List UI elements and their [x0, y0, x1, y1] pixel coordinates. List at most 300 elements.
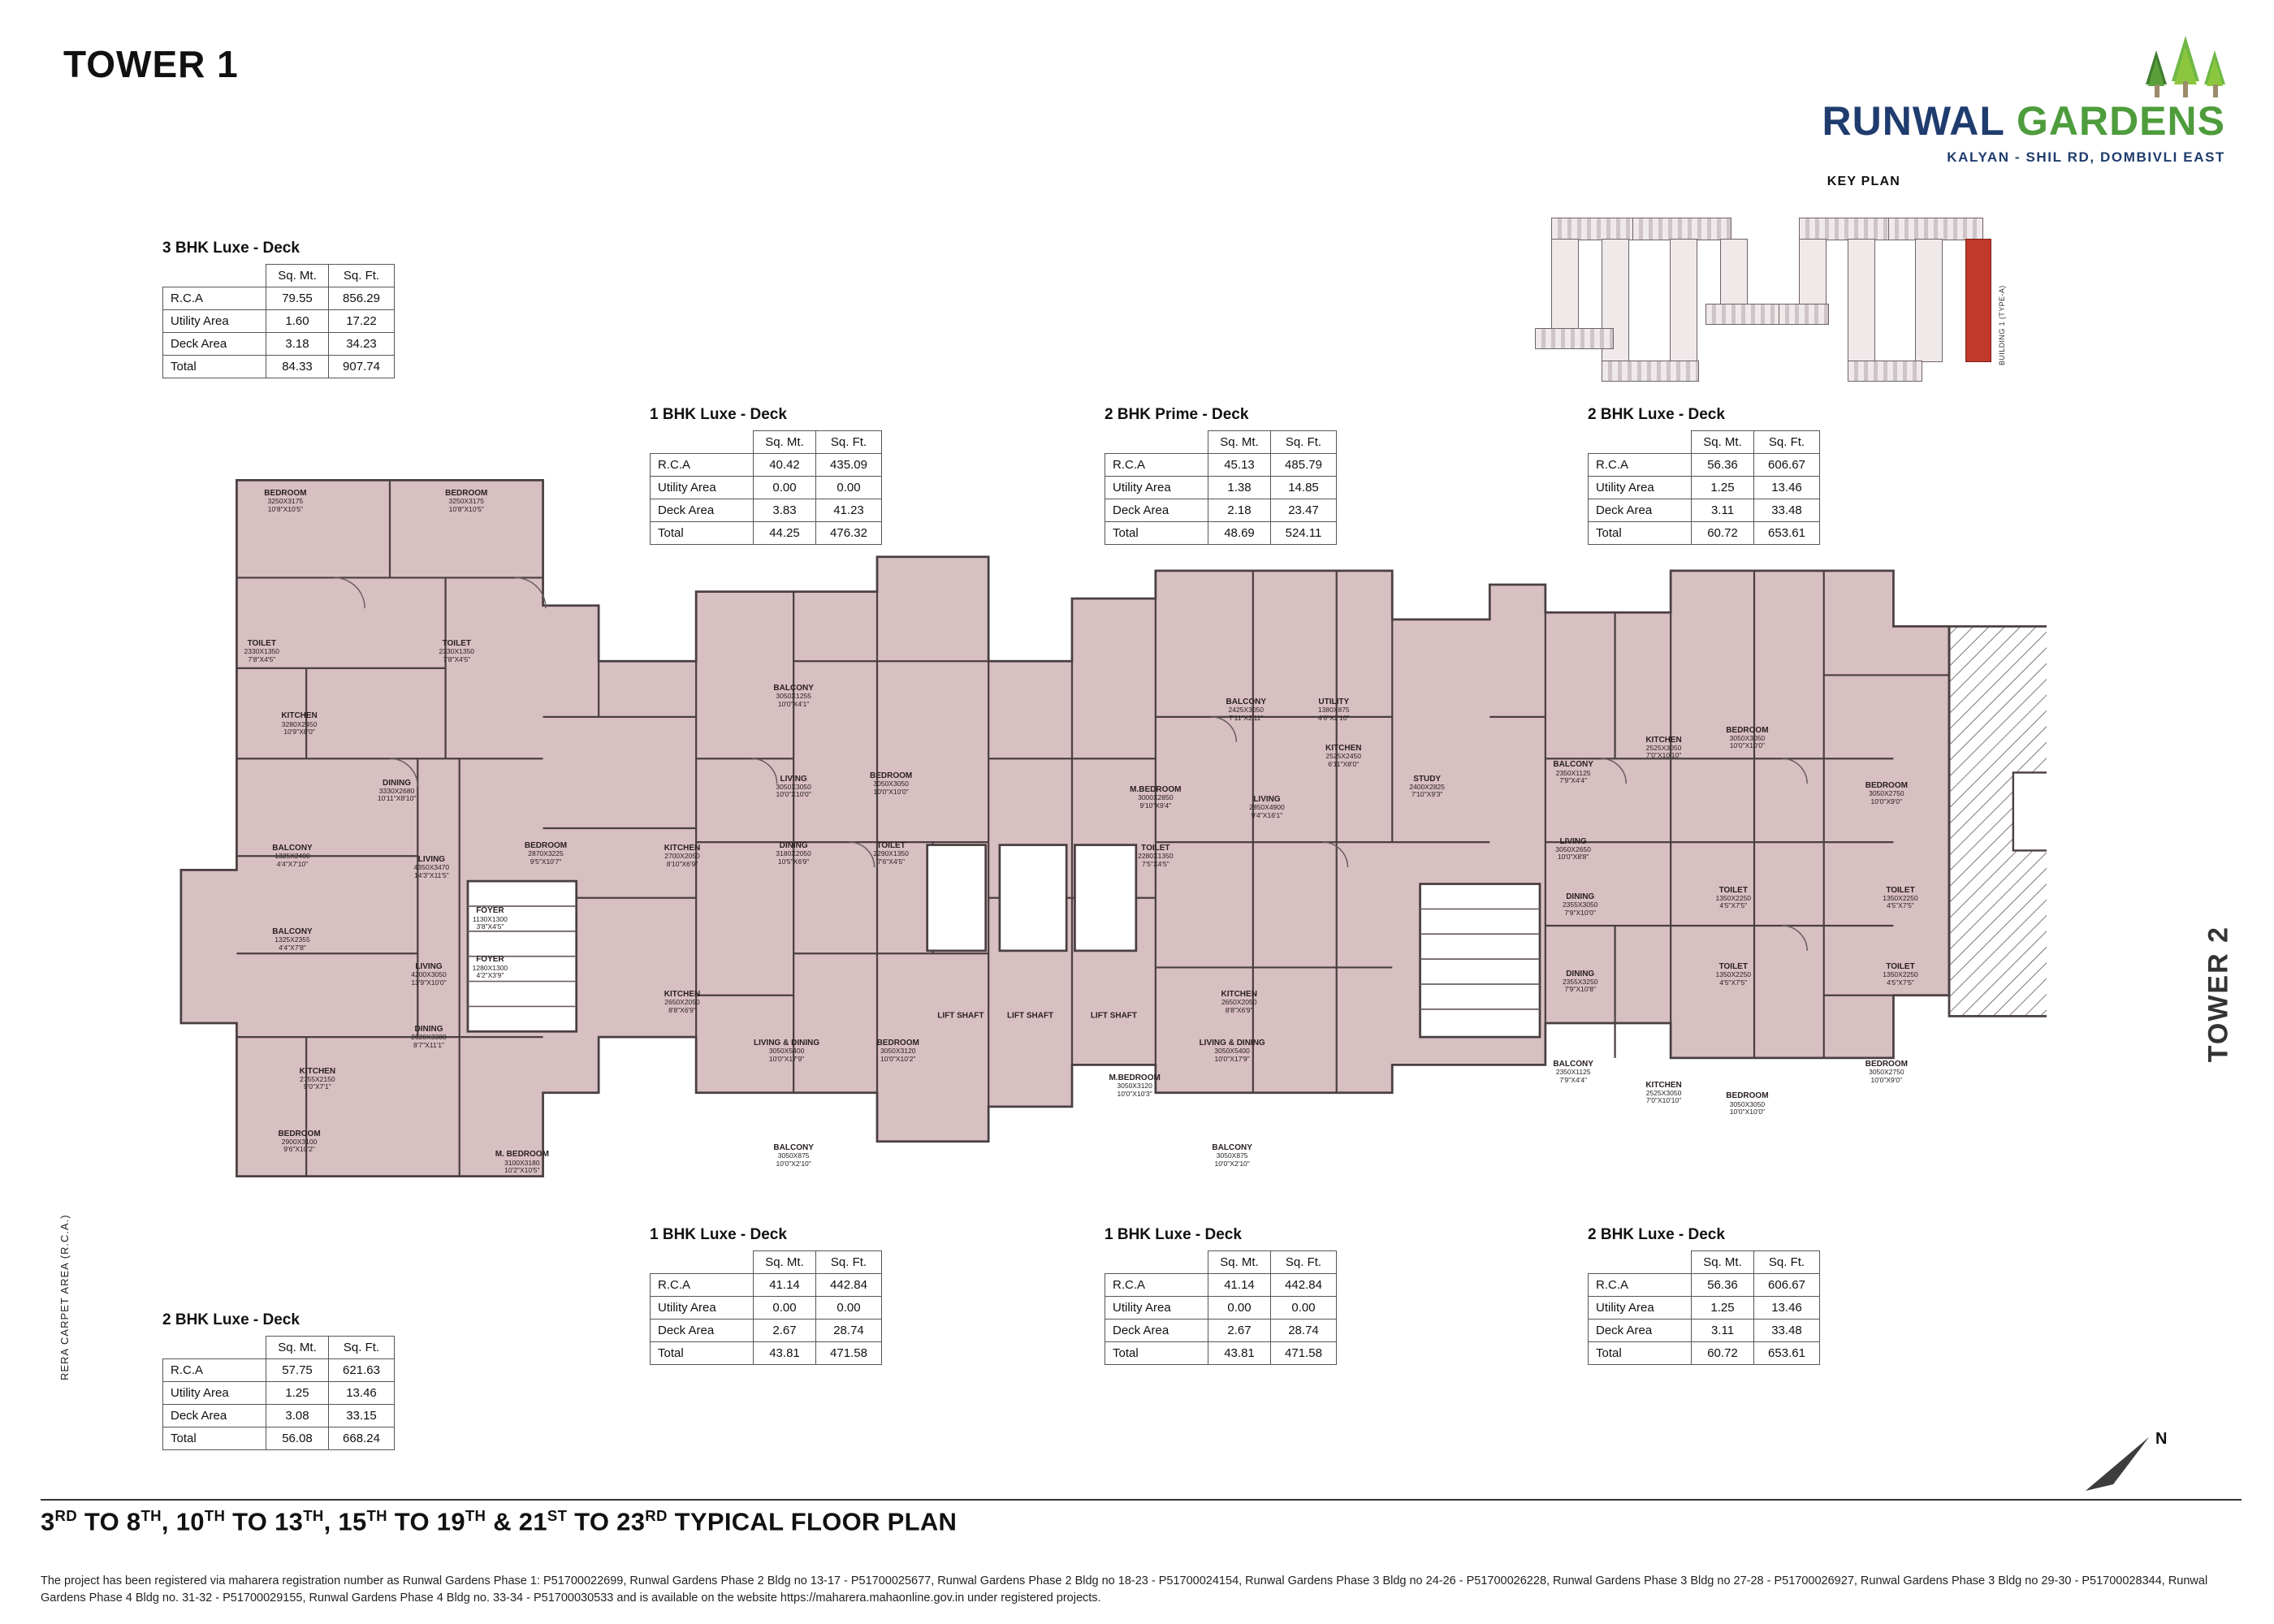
- room-name: DINING: [1566, 892, 1595, 902]
- col-sqmt: Sq. Mt.: [754, 1251, 816, 1274]
- row-label: Total: [651, 1342, 754, 1365]
- room-dimension-mm: 2755X2150: [300, 1074, 335, 1083]
- row-label: Total: [1589, 522, 1692, 545]
- row-sqft: 28.74: [1271, 1320, 1337, 1342]
- room-dimension-ft: 9'5"X10'7": [530, 857, 562, 866]
- room-dimension-ft: 7'8"X4'5": [248, 654, 276, 663]
- brand-subtitle: KALYAN - SHIL RD, DOMBIVLI EAST: [1947, 149, 2225, 165]
- table-row: [163, 1405, 395, 1427]
- room-name: LIFT SHAFT: [1090, 1011, 1138, 1021]
- row-label: Utility Area: [163, 1382, 266, 1405]
- room-dimension-ft: 9'0"X7'1": [303, 1082, 331, 1091]
- room-name: BEDROOM: [278, 1129, 321, 1138]
- row-sqft: 33.48: [1754, 1320, 1820, 1342]
- keyplan-building-label: BUILDING 1 (TYPE-A): [1998, 285, 2006, 365]
- col-sqmt: Sq. Mt.: [1692, 431, 1754, 454]
- row-label: Total: [651, 522, 754, 545]
- row-label: Utility Area: [1589, 477, 1692, 499]
- table-row: [1589, 1274, 1820, 1297]
- spec-3bhk-luxe-deck-top-left: [162, 240, 395, 378]
- row-label: Utility Area: [1105, 1297, 1208, 1320]
- room-dimension-mm: 3180X2050: [776, 849, 811, 857]
- row-label: Total: [163, 1427, 266, 1450]
- room-dimension-ft: 10'0"X10'0": [1729, 1108, 1766, 1116]
- room-dimension-ft: 8'7"X11'1": [413, 1040, 444, 1049]
- tree-icon-right: [2204, 50, 2225, 97]
- room-dimension-ft: 10'0"X17'9": [1214, 1054, 1250, 1063]
- col-sqmt: Sq. Mt.: [1692, 1251, 1754, 1274]
- row-sqft: 34.23: [329, 333, 395, 356]
- room-dimension-mm: 2650X2050: [1221, 998, 1257, 1007]
- room-name: BEDROOM: [870, 771, 913, 781]
- room-dimension-mm: 4350X3470: [413, 863, 450, 872]
- room-dimension-mm: 2425X3050: [1228, 706, 1265, 715]
- row-sqmt: 44.25: [754, 522, 816, 545]
- table-row: [651, 1297, 882, 1320]
- room-name: BEDROOM: [1865, 1059, 1908, 1069]
- spec-title: 2 BHK Luxe - Deck: [1588, 1226, 1725, 1243]
- brand-name-runwal: RUNWAL: [1822, 98, 2005, 144]
- row-label: Deck Area: [1589, 1320, 1692, 1342]
- row-sqmt: 79.55: [266, 287, 329, 310]
- spec-title: 1 BHK Luxe - Deck: [1105, 1226, 1242, 1243]
- room-dimension-mm: 1380X875: [1317, 706, 1350, 715]
- row-sqmt: 48.69: [1208, 522, 1271, 545]
- row-sqmt: 1.38: [1208, 477, 1271, 499]
- room-dimension-mm: 3050X3050: [1729, 733, 1766, 742]
- room-dimension-mm: 1350X2250: [1883, 970, 1918, 979]
- room-dimension-mm: 2330X1350: [439, 647, 475, 656]
- table-row: [1105, 1274, 1337, 1297]
- spec-table: [1588, 1250, 1820, 1365]
- room-dimension-mm: 1350X2250: [1715, 970, 1752, 979]
- table-row: [651, 1320, 882, 1342]
- room-dimension-mm: 2650X2050: [664, 998, 700, 1007]
- spec-title: 2 BHK Prime - Deck: [1105, 406, 1249, 423]
- room-dimension-mm: 2350X1125: [1555, 768, 1591, 777]
- brand-logo: [1592, 24, 2225, 166]
- logo-trees: [1592, 24, 2225, 97]
- row-label: R.C.A: [651, 454, 754, 477]
- room-name: BALCONY: [1212, 1142, 1252, 1152]
- room-name: LIFT SHAFT: [937, 1011, 984, 1021]
- room-name: LIVING: [415, 961, 443, 971]
- row-sqft: 13.46: [329, 1382, 395, 1405]
- row-sqft: 41.23: [816, 499, 882, 522]
- room-name: LIVING & DINING: [1199, 1039, 1265, 1048]
- row-label: Deck Area: [651, 499, 754, 522]
- row-sqft: 668.24: [329, 1427, 395, 1450]
- row-sqmt: 43.81: [1208, 1342, 1271, 1365]
- table-row: [1589, 1297, 1820, 1320]
- room-name: TOILET: [876, 840, 906, 850]
- room-dimension-ft: 4'5"X7'5": [1719, 978, 1748, 987]
- room-dimension-ft: 4'5"X7'5": [1887, 901, 1914, 910]
- room-name: KITCHEN: [281, 711, 318, 721]
- row-sqmt: 40.42: [754, 454, 816, 477]
- room-dimension-mm: 3050X3050: [1729, 1099, 1766, 1108]
- room-dimension-ft: 7'9"X4'4": [1559, 1075, 1588, 1084]
- room-dimension-mm: 1350X2250: [1883, 893, 1918, 902]
- room-dimension-ft: 8'8"X6'9": [668, 1005, 696, 1014]
- table-row: [163, 1427, 395, 1450]
- room-dimension-ft: 3'8"X4'5": [476, 922, 504, 931]
- spec-title: 2 BHK Luxe - Deck: [162, 1311, 300, 1328]
- row-sqft: 442.84: [1271, 1274, 1337, 1297]
- room-name: BEDROOM: [445, 489, 488, 499]
- room-dimension-ft: 7'11"X2'11": [1229, 713, 1264, 722]
- row-label: Total: [1105, 522, 1208, 545]
- room-dimension-ft: 10'0"X10'2": [880, 1054, 916, 1063]
- room-dimension-ft: 7'9"X10'0": [1564, 908, 1596, 917]
- room-name: LIFT SHAFT: [1006, 1011, 1054, 1021]
- row-sqft: 471.58: [816, 1342, 882, 1365]
- room-dimension-mm: 3050X3120: [880, 1047, 916, 1056]
- row-sqmt: 60.72: [1692, 522, 1754, 545]
- room-dimension-mm: 3330X2680: [378, 786, 415, 795]
- room-dimension-ft: 10'8"X10'5": [448, 504, 484, 513]
- row-sqmt: 43.81: [754, 1342, 816, 1365]
- row-label: Utility Area: [651, 1297, 754, 1320]
- room-name: DINING: [779, 840, 808, 850]
- room-dimension-mm: 2355X3250: [1562, 977, 1598, 986]
- table-row: [163, 356, 395, 378]
- row-label: R.C.A: [1589, 454, 1692, 477]
- room-name: TOILET: [1886, 885, 1915, 895]
- row-label: Total: [163, 356, 266, 378]
- spec-2bhk-luxe-deck-bottom-left: [162, 1311, 395, 1450]
- room-dimension-ft: 7'9"X10'8": [1564, 985, 1596, 994]
- room-dimension-ft: 10'0"X10'0": [1729, 741, 1766, 750]
- col-sqft: Sq. Ft.: [1754, 431, 1820, 454]
- room-name: KITCHEN: [664, 844, 701, 853]
- row-sqft: 606.67: [1754, 454, 1820, 477]
- col-sqft: Sq. Ft.: [816, 1251, 882, 1274]
- row-label: Total: [1589, 1342, 1692, 1365]
- room-dimension-ft: 9'10"X9'4": [1139, 801, 1172, 810]
- room-dimension-ft: 7'9"X4'4": [1559, 776, 1588, 785]
- table-row: [651, 1342, 882, 1365]
- room-name: M. BEDROOM: [495, 1150, 549, 1160]
- row-label: Deck Area: [1105, 1320, 1208, 1342]
- room-dimension-mm: 2850X4900: [1249, 803, 1285, 812]
- table-row: [1105, 1342, 1337, 1365]
- row-sqft: 471.58: [1271, 1342, 1337, 1365]
- col-sqmt: Sq. Mt.: [754, 431, 816, 454]
- row-sqft: 13.46: [1754, 1297, 1820, 1320]
- room-name: BALCONY: [1226, 698, 1267, 707]
- room-dimension-ft: 10'2"X10'5": [504, 1166, 540, 1175]
- room-dimension-ft: 7'5"X4'5": [1141, 859, 1169, 868]
- compass-rose: [2071, 1421, 2177, 1510]
- row-label: Deck Area: [651, 1320, 754, 1342]
- row-sqmt: 3.83: [754, 499, 816, 522]
- spec-title: 2 BHK Luxe - Deck: [1588, 406, 1725, 423]
- room-dimension-mm: 3050X875: [1216, 1151, 1248, 1160]
- room-name: BEDROOM: [524, 840, 568, 850]
- row-sqft: 442.84: [816, 1274, 882, 1297]
- room-dimension-ft: 10'0"X9'0": [1870, 1075, 1903, 1084]
- room-name: BEDROOM: [264, 489, 307, 499]
- row-sqmt: 1.25: [1692, 1297, 1754, 1320]
- room-dimension-mm: 2525X3050: [1645, 1088, 1682, 1097]
- room-dimension-mm: 1350X2250: [1715, 893, 1752, 902]
- room-name: KITCHEN: [1645, 1080, 1682, 1090]
- row-label: Utility Area: [651, 477, 754, 499]
- col-sqmt: Sq. Mt.: [266, 1337, 329, 1359]
- row-sqmt: 2.18: [1208, 499, 1271, 522]
- row-label: Deck Area: [1105, 499, 1208, 522]
- col-sqft: Sq. Ft.: [816, 431, 882, 454]
- room-dimension-mm: 3050X1255: [776, 692, 811, 701]
- col-sqft: Sq. Ft.: [1754, 1251, 1820, 1274]
- room-dimension-ft: 14'3"X11'5": [414, 870, 449, 879]
- page-title: TOWER 1: [63, 43, 239, 85]
- col-blank: [163, 1337, 266, 1359]
- room-name: DINING: [1566, 969, 1595, 978]
- row-label: R.C.A: [163, 287, 266, 310]
- col-sqft: Sq. Ft.: [329, 1337, 395, 1359]
- room-dimension-ft: 7'0"X10'10": [1645, 751, 1682, 760]
- room-dimension-ft: 13'9"X10'0": [411, 978, 447, 987]
- table-row: [163, 310, 395, 333]
- footer-divider: [41, 1499, 2242, 1501]
- room-dimension-mm: 3000X2850: [1138, 793, 1174, 802]
- tree-icon-left: [2146, 50, 2167, 97]
- col-sqft: Sq. Ft.: [329, 265, 395, 287]
- room-name: KITCHEN: [1325, 743, 1362, 753]
- room-dimension-mm: 1325X2355: [275, 935, 310, 944]
- room-dimension-mm: 1325X2400: [275, 852, 310, 861]
- room-dimension-ft: 7'10"X9'3": [1411, 790, 1443, 799]
- room-dimension-ft: 10'0"X4'1": [777, 699, 810, 708]
- room-dimension-mm: 4200X3050: [411, 970, 447, 979]
- row-sqmt: 1.25: [1692, 477, 1754, 499]
- room-dimension-mm: 2350X1125: [1555, 1068, 1591, 1077]
- room-name: TOILET: [1141, 844, 1170, 853]
- room-dimension-ft: 4'6"X2'10": [1317, 713, 1350, 722]
- row-sqft: 33.15: [329, 1405, 395, 1427]
- table-row: [1589, 1342, 1820, 1365]
- row-sqft: 28.74: [816, 1320, 882, 1342]
- room-dimension-ft: 7'8"X4'5": [443, 654, 471, 663]
- row-label: Utility Area: [1589, 1297, 1692, 1320]
- room-name: KITCHEN: [1221, 990, 1257, 1000]
- room-name: FOYER: [476, 955, 504, 965]
- room-name: BALCONY: [272, 927, 313, 937]
- room-dimension-ft: 10'0"X10'0": [873, 787, 909, 796]
- row-label: R.C.A: [1589, 1274, 1692, 1297]
- room-dimension-ft: 8'8"X6'9": [1225, 1005, 1253, 1014]
- room-dimension-ft: 7'0"X10'10": [1645, 1096, 1682, 1105]
- room-name: BALCONY: [773, 1142, 814, 1152]
- room-name: TOILET: [1718, 961, 1748, 971]
- spec-table: [650, 1250, 882, 1365]
- spec-2bhk-luxe-deck-bottom-right: [1588, 1226, 1820, 1365]
- col-sqmt: Sq. Mt.: [1208, 431, 1271, 454]
- brand-name-gardens: GARDENS: [2016, 98, 2225, 144]
- room-dimension-mm: 3050X2650: [1555, 844, 1591, 853]
- row-sqmt: 0.00: [754, 477, 816, 499]
- row-sqmt: 3.11: [1692, 499, 1754, 522]
- row-sqmt: 2.67: [754, 1320, 816, 1342]
- row-sqmt: 3.18: [266, 333, 329, 356]
- tree-icon-center: [2172, 36, 2199, 97]
- room-dimension-ft: 10'0"X10'0": [776, 790, 811, 799]
- table-row: [651, 1274, 882, 1297]
- room-dimension-mm: 2620X3380: [411, 1033, 447, 1042]
- row-sqmt: 3.11: [1692, 1320, 1754, 1342]
- row-sqft: 524.11: [1271, 522, 1337, 545]
- row-sqft: 13.46: [1754, 477, 1820, 499]
- room-name: LIVING & DINING: [754, 1039, 820, 1048]
- room-name: BALCONY: [1553, 1059, 1593, 1069]
- row-sqft: 653.61: [1754, 522, 1820, 545]
- room-dimension-ft: 4'4"X7'8": [279, 943, 306, 952]
- room-name: DINING: [414, 1025, 443, 1034]
- row-sqft: 23.47: [1271, 499, 1337, 522]
- keyplan-title: KEY PLAN: [1827, 175, 1900, 188]
- table-row: [163, 333, 395, 356]
- room-name: UTILITY: [1318, 698, 1350, 707]
- room-dimension-mm: 3100X3180: [504, 1158, 540, 1167]
- room-name: BEDROOM: [1726, 725, 1769, 735]
- room-dimension-mm: 1130X1300: [472, 914, 508, 923]
- room-name: DINING: [383, 778, 412, 788]
- room-dimension-ft: 10'9"X8'0": [283, 728, 315, 736]
- room-dimension-mm: 1280X1300: [472, 963, 508, 972]
- spec-table: [162, 1336, 395, 1450]
- keyplan-diagram: [1511, 195, 2079, 382]
- spec-title: 1 BHK Luxe - Deck: [650, 1226, 787, 1243]
- row-sqft: 606.67: [1754, 1274, 1820, 1297]
- row-sqmt: 41.14: [754, 1274, 816, 1297]
- row-sqmt: 3.08: [266, 1405, 329, 1427]
- row-sqmt: 0.00: [754, 1297, 816, 1320]
- room-dimension-mm: 2355X3050: [1562, 901, 1598, 909]
- room-dimension-ft: 10'0"X2'10": [776, 1159, 811, 1168]
- room-dimension-ft: 4'2"X3'9": [476, 971, 504, 980]
- table-row: [1589, 1320, 1820, 1342]
- row-sqft: 0.00: [816, 477, 882, 499]
- room-name: BEDROOM: [1865, 781, 1908, 791]
- room-dimension-mm: 3050X5400: [1214, 1047, 1250, 1056]
- room-dimension-ft: 10'0"X8'8": [1557, 853, 1589, 862]
- room-dimension-mm: 3050X3050: [776, 782, 811, 791]
- room-dimension-mm: 2280X1350: [1138, 852, 1174, 861]
- row-sqmt: 84.33: [266, 356, 329, 378]
- row-sqft: 485.79: [1271, 454, 1337, 477]
- row-label: Deck Area: [163, 1405, 266, 1427]
- row-sqft: 856.29: [329, 287, 395, 310]
- room-name: KITCHEN: [1645, 735, 1682, 745]
- row-label: Utility Area: [163, 310, 266, 333]
- room-dimension-ft: 10'0"X2'10": [1214, 1159, 1250, 1168]
- row-sqmt: 45.13: [1208, 454, 1271, 477]
- keyplan-current-building: [1965, 239, 1991, 362]
- footer-title: 3RD TO 8TH, 10TH TO 13TH, 15TH TO 19TH & 21ST TO 23RD TYPICAL FLOOR PLAN: [41, 1506, 958, 1535]
- room-dimension-ft: 10'0"X10'3": [1117, 1089, 1152, 1098]
- svg-text:N: N: [2155, 1430, 2168, 1448]
- room-dimension-ft: 4'5"X7'5": [1887, 978, 1914, 987]
- row-sqft: 0.00: [816, 1297, 882, 1320]
- room-name: LIVING: [1253, 795, 1281, 805]
- row-sqft: 33.48: [1754, 499, 1820, 522]
- row-sqft: 621.63: [329, 1359, 395, 1382]
- row-sqmt: 57.75: [266, 1359, 329, 1382]
- room-name: LIVING: [1559, 836, 1587, 846]
- col-sqmt: Sq. Mt.: [266, 265, 329, 287]
- room-dimension-ft: 10'0"X9'0": [1870, 797, 1903, 806]
- col-blank: [1105, 1251, 1208, 1274]
- room-dimension-ft: 9'6"X10'2": [283, 1145, 315, 1154]
- table-row: [163, 287, 395, 310]
- row-sqft: 17.22: [329, 310, 395, 333]
- row-sqmt: 56.36: [1692, 1274, 1754, 1297]
- spec-table: [1105, 1250, 1337, 1365]
- row-sqft: 653.61: [1754, 1342, 1820, 1365]
- col-sqmt: Sq. Mt.: [1208, 1251, 1271, 1274]
- room-dimension-ft: 7'6"X4'5": [877, 857, 906, 866]
- spec-title: 1 BHK Luxe - Deck: [650, 406, 787, 423]
- room-dimension-mm: 3050X875: [777, 1151, 810, 1160]
- room-name: BALCONY: [272, 844, 313, 853]
- room-dimension-mm: 2525X3050: [1645, 743, 1682, 752]
- room-name: TOILET: [247, 639, 276, 649]
- table-row: [163, 1382, 395, 1405]
- room-name: KITCHEN: [664, 990, 701, 1000]
- room-dimension-ft: 10'5"X6'9": [777, 857, 810, 866]
- row-label: R.C.A: [651, 1274, 754, 1297]
- brand-name: [1592, 98, 2225, 144]
- spec-1bhk-luxe-deck-bottom-1: [650, 1226, 882, 1365]
- room-dimension-ft: 4'5"X7'5": [1719, 901, 1748, 910]
- room-dimension-ft: 10'0"X17'9": [768, 1054, 805, 1063]
- col-sqft: Sq. Ft.: [1271, 431, 1337, 454]
- room-name: FOYER: [476, 906, 504, 916]
- room-name: TOILET: [1718, 885, 1748, 895]
- room-dimension-ft: 8'10"X6'9": [666, 859, 698, 868]
- room-name: KITCHEN: [299, 1066, 336, 1076]
- spec-table: [162, 264, 395, 378]
- row-sqft: 0.00: [1271, 1297, 1337, 1320]
- row-sqmt: 60.72: [1692, 1342, 1754, 1365]
- col-blank: [1589, 1251, 1692, 1274]
- row-sqft: 476.32: [816, 522, 882, 545]
- room-name: TOILET: [442, 639, 471, 649]
- room-dimension-ft: 10'8"X10'5": [267, 504, 304, 513]
- table-row: [1105, 1297, 1337, 1320]
- row-sqmt: 56.36: [1692, 454, 1754, 477]
- room-name: STUDY: [1413, 774, 1442, 784]
- row-label: R.C.A: [163, 1359, 266, 1382]
- room-name: LIVING: [780, 774, 807, 784]
- rera-disclaimer: The project has been registered via maharera registration number as Runwal Gardens Phase 1: P51700022699, Runwal Gardens Phase 2 Bldg no 13-17 - P51700025677, Runwal Gardens Phase 2 Bldg no 18-23 - P51700024154, Runwal Gardens Phase 3 Bldg no 24-26 - P51700026228, Runwal Gardens Phase 3 Bldg no 27-28 - P51700026927, Runwal Gardens Phase 3 Bldg no 29-30 - P51700028344, Runwal Gardens Phase 4 Bldg no. 31-32 - P51700029155, Runwal Gardens Phase 4 Bldg no. 33-34 - P51700030533 and is available on the website https://maharera.mahaonline.gov.in under registered projects.: [41, 1574, 2208, 1605]
- room-name: LIVING: [417, 854, 446, 864]
- room-name: M.BEDROOM: [1130, 785, 1182, 795]
- row-sqft: 14.85: [1271, 477, 1337, 499]
- col-blank: [651, 1251, 754, 1274]
- room-name: BEDROOM: [876, 1039, 919, 1048]
- room-dimension-mm: 2700X2050: [664, 852, 700, 861]
- room-dimension-ft: 6'11"X8'0": [1328, 759, 1360, 768]
- room-name: BALCONY: [773, 684, 814, 693]
- room-name: M.BEDROOM: [1109, 1073, 1161, 1083]
- row-label: Deck Area: [1589, 499, 1692, 522]
- spec-1bhk-luxe-deck-bottom-2: [1105, 1226, 1337, 1365]
- room-dimension-mm: 3050X3120: [1117, 1082, 1152, 1091]
- row-label: Deck Area: [163, 333, 266, 356]
